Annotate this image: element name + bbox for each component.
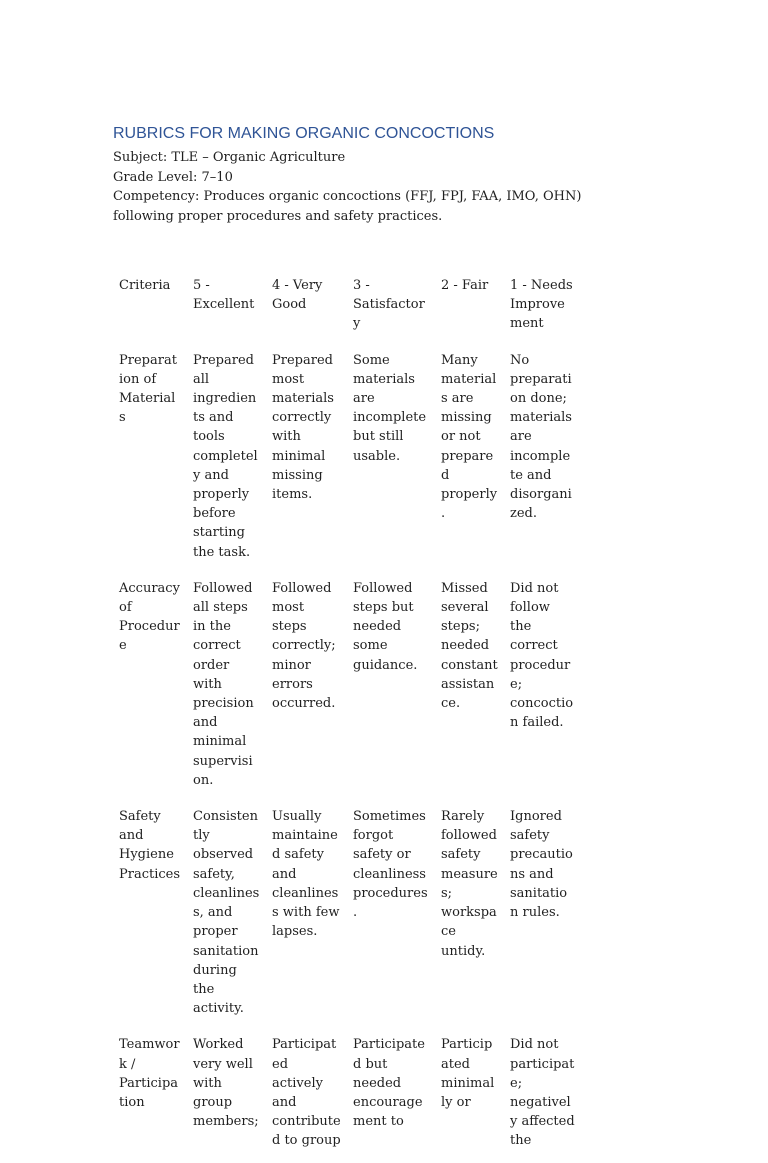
table-cell: Participated actively and contributed to group	[272, 1037, 341, 1149]
table-cell: Many materials are missing or not prepared properly.	[441, 352, 498, 522]
table-cell: Followed steps but needed some guidance.	[353, 580, 418, 673]
table-cell: Rarely followed safety measures; workspace untidy.	[441, 809, 498, 959]
table-cell: Worked very well with group members;	[193, 1037, 259, 1130]
table-cell: Prepared most materials correctly with minimal missing items.	[272, 352, 334, 503]
table-row	[113, 574, 581, 802]
rubric-table	[113, 271, 581, 1163]
table-cell: Usually maintained safety and cleanliness with few lapses.	[272, 809, 340, 940]
header-excellent: 5 - Excellent	[193, 278, 255, 313]
grade-level-line: Grade Level: 7–10	[113, 169, 233, 185]
table-row	[113, 1030, 581, 1162]
criteria-cell: Teamwork / Participation	[119, 1037, 180, 1110]
table-cell: Ignored safety precautions and sanitation rules.	[510, 809, 573, 921]
criteria-cell: Preparation of Materials	[119, 352, 177, 426]
table-cell: Prepared all ingredients and tools completely and properly before starting the task.	[193, 352, 258, 560]
subject-line: Subject: TLE – Organic Agriculture	[113, 150, 346, 165]
table-row	[113, 346, 581, 574]
header-criteria: Criteria	[119, 278, 171, 293]
table-cell: Followed most steps correctly; minor errors occurred.	[272, 580, 336, 712]
document-title: RUBRICS FOR MAKING ORGANIC CONCOCTIONS	[113, 125, 495, 142]
table-cell: Sometimes forgot safety or cleanliness procedures.	[353, 809, 428, 921]
table-cell: Did not participate; negatively affected the	[510, 1037, 575, 1149]
header-needs-improvement: 1 - Needs Improvement	[510, 278, 573, 332]
table-cell: Missed several steps; needed constant assistance.	[441, 580, 498, 712]
header-very-good: 4 - Very Good	[272, 278, 323, 313]
table-cell: Did not follow the correct procedure; concoction failed.	[510, 580, 574, 731]
competency-line: Competency: Produces organic concoctions (FFJ, FPJ, FAA, IMO, OHN) following proper procedures and safety practices.	[113, 189, 582, 224]
table-cell: No preparation done; materials are incomplete and disorganized.	[510, 352, 572, 522]
header-fair: 2 - Fair	[441, 278, 489, 293]
table-header-row	[113, 271, 581, 346]
document-meta	[113, 148, 643, 226]
table-cell: Some materials are incomplete but still usable.	[353, 352, 427, 464]
table-cell: Followed all steps in the correct order with precision and minimal supervision.	[193, 580, 254, 788]
criteria-cell: Accuracy of Procedure	[119, 580, 180, 654]
table-cell: Consistently observed safety, cleanliness, and proper sanitation during the activity.	[193, 809, 260, 1017]
criteria-cell: Safety and Hygiene Practices	[119, 809, 181, 882]
table-cell: Participated minimally or	[441, 1037, 495, 1110]
table-row	[113, 802, 581, 1030]
header-satisfactory: 3 - Satisfactory	[353, 278, 425, 332]
table-cell: Participated but needed encouragement to	[353, 1037, 425, 1130]
